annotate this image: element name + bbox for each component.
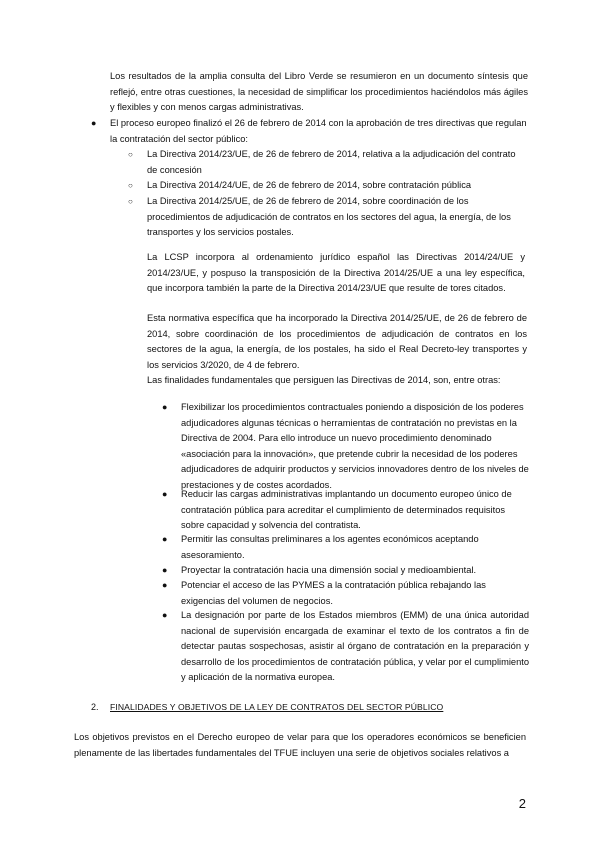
finalidad-item: Potenciar el acceso de las PYMES a la contratación pública rebajando las exigencias del volumen de negocios.	[181, 580, 486, 606]
page-number: 2	[518, 796, 526, 811]
circle-marker: ○	[128, 181, 133, 190]
finalidad-item: Flexibilizar los procedimientos contractuales poniendo a disposición de los poderes adjudicadores algunas técnicas o herramientas de contratación no previstas en la Directiva de 2004. Para ello introduce un nuevo procedimiento denominado «asociación para la innovación», que pretende cubrir la necesidad de los poderes adjudicadores de adquirir productos y servicios innovadores dentro de los niveles de prestaciones y de costes acordados.	[181, 402, 529, 490]
bullet-marker: ●	[162, 489, 168, 499]
section-number: 2.	[91, 702, 99, 712]
directive-item: La Directiva 2014/25/UE, de 26 de febrero de 2014, sobre coordinación de los procedimientos de adjudicación de contratos en los sectores del agua, la energía, de los transportes y los servicios postales.	[147, 196, 511, 238]
bullet-marker: ●	[162, 565, 168, 575]
bullet-marker: ●	[162, 402, 168, 412]
circle-marker: ○	[128, 197, 133, 206]
intro-paragraph: Los resultados de la amplia consulta del Libro Verde se resumieron en un documento síntesis que reflejó, entre otras cuestiones, la necesidad de simplificar los procedimientos haciéndolos más ágiles y flexibles y con menos cargas administrativas.	[110, 71, 528, 113]
normativa-paragraph: Esta normativa específica que ha incorporado la Directiva 2014/25/UE, de 26 de febrero de 2014, sobre coordinación de los procedimientos de adjudicación de contratos en los sectores de la agua, la energía, de los postales, ha sido el Real Decreto-ley transportes y los servicios 3/2020, de 4 de febrero.	[147, 313, 527, 370]
finalidad-item: La designación por parte de los Estados miembros (EMM) de una única autoridad nacional de supervisión encargada de examinar el texto de los contratos a fin de detectar pautas sospechosas, asistir al órgano de contratación en la preparación y desarrollo de los procedimientos de contratación pública, y velar por el cumplimiento y aplicación de la normativa europea.	[181, 610, 529, 683]
circle-marker: ○	[128, 150, 133, 159]
bullet-marker: ●	[162, 534, 168, 544]
bullet-marker: ●	[162, 610, 168, 620]
finalidad-item: Proyectar la contratación hacia una dimensión social y medioambiental.	[181, 565, 477, 575]
directive-item: La Directiva 2014/23/UE, de 26 de febrero de 2014, relativa a la adjudicación del contrato de concesión	[147, 149, 516, 175]
bullet-marker: ●	[162, 580, 168, 590]
finalidades-intro: Las finalidades fundamentales que persiguen las Directivas de 2014, son, entre otras:	[147, 375, 501, 385]
finalidad-item: Reducir las cargas administrativas implantando un documento europeo único de contratación pública para acreditar el cumplimiento de determinados requisitos sobre capacidad y solvencia del contratista.	[181, 489, 512, 531]
directive-item: La Directiva 2014/24/UE, de 26 de febrero de 2014, sobre contratación pública	[147, 180, 472, 190]
bullet-paragraph-proceso: El proceso europeo finalizó el 26 de febrero de 2014 con la aprobación de tres directivas que regulan la contratación del sector público:	[110, 118, 527, 144]
section-heading: FINALIDADES Y OBJETIVOS DE LA LEY DE CONTRATOS DEL SECTOR PÚBLICO	[110, 702, 444, 712]
closing-paragraph: Los objetivos previstos en el Derecho europeo de velar para que los operadores económicos se beneficien plenamente de las libertades fundamentales del TFUE incluyen una serie de objetivos sociales relativos a	[74, 732, 526, 758]
lcsp-paragraph: La LCSP incorpora al ordenamiento jurídico español las Directivas 2014/24/UE y 2014/23/UE, y pospuso la transposición de la Directiva 2014/25/UE a una ley específica, que incorpora también la parte de la Directiva 2014/23/UE que resulte de tores citados.	[147, 252, 525, 294]
bullet-marker: ●	[91, 118, 97, 128]
finalidad-item: Permitir las consultas preliminares a los agentes económicos aceptando asesoramiento.	[181, 534, 479, 560]
